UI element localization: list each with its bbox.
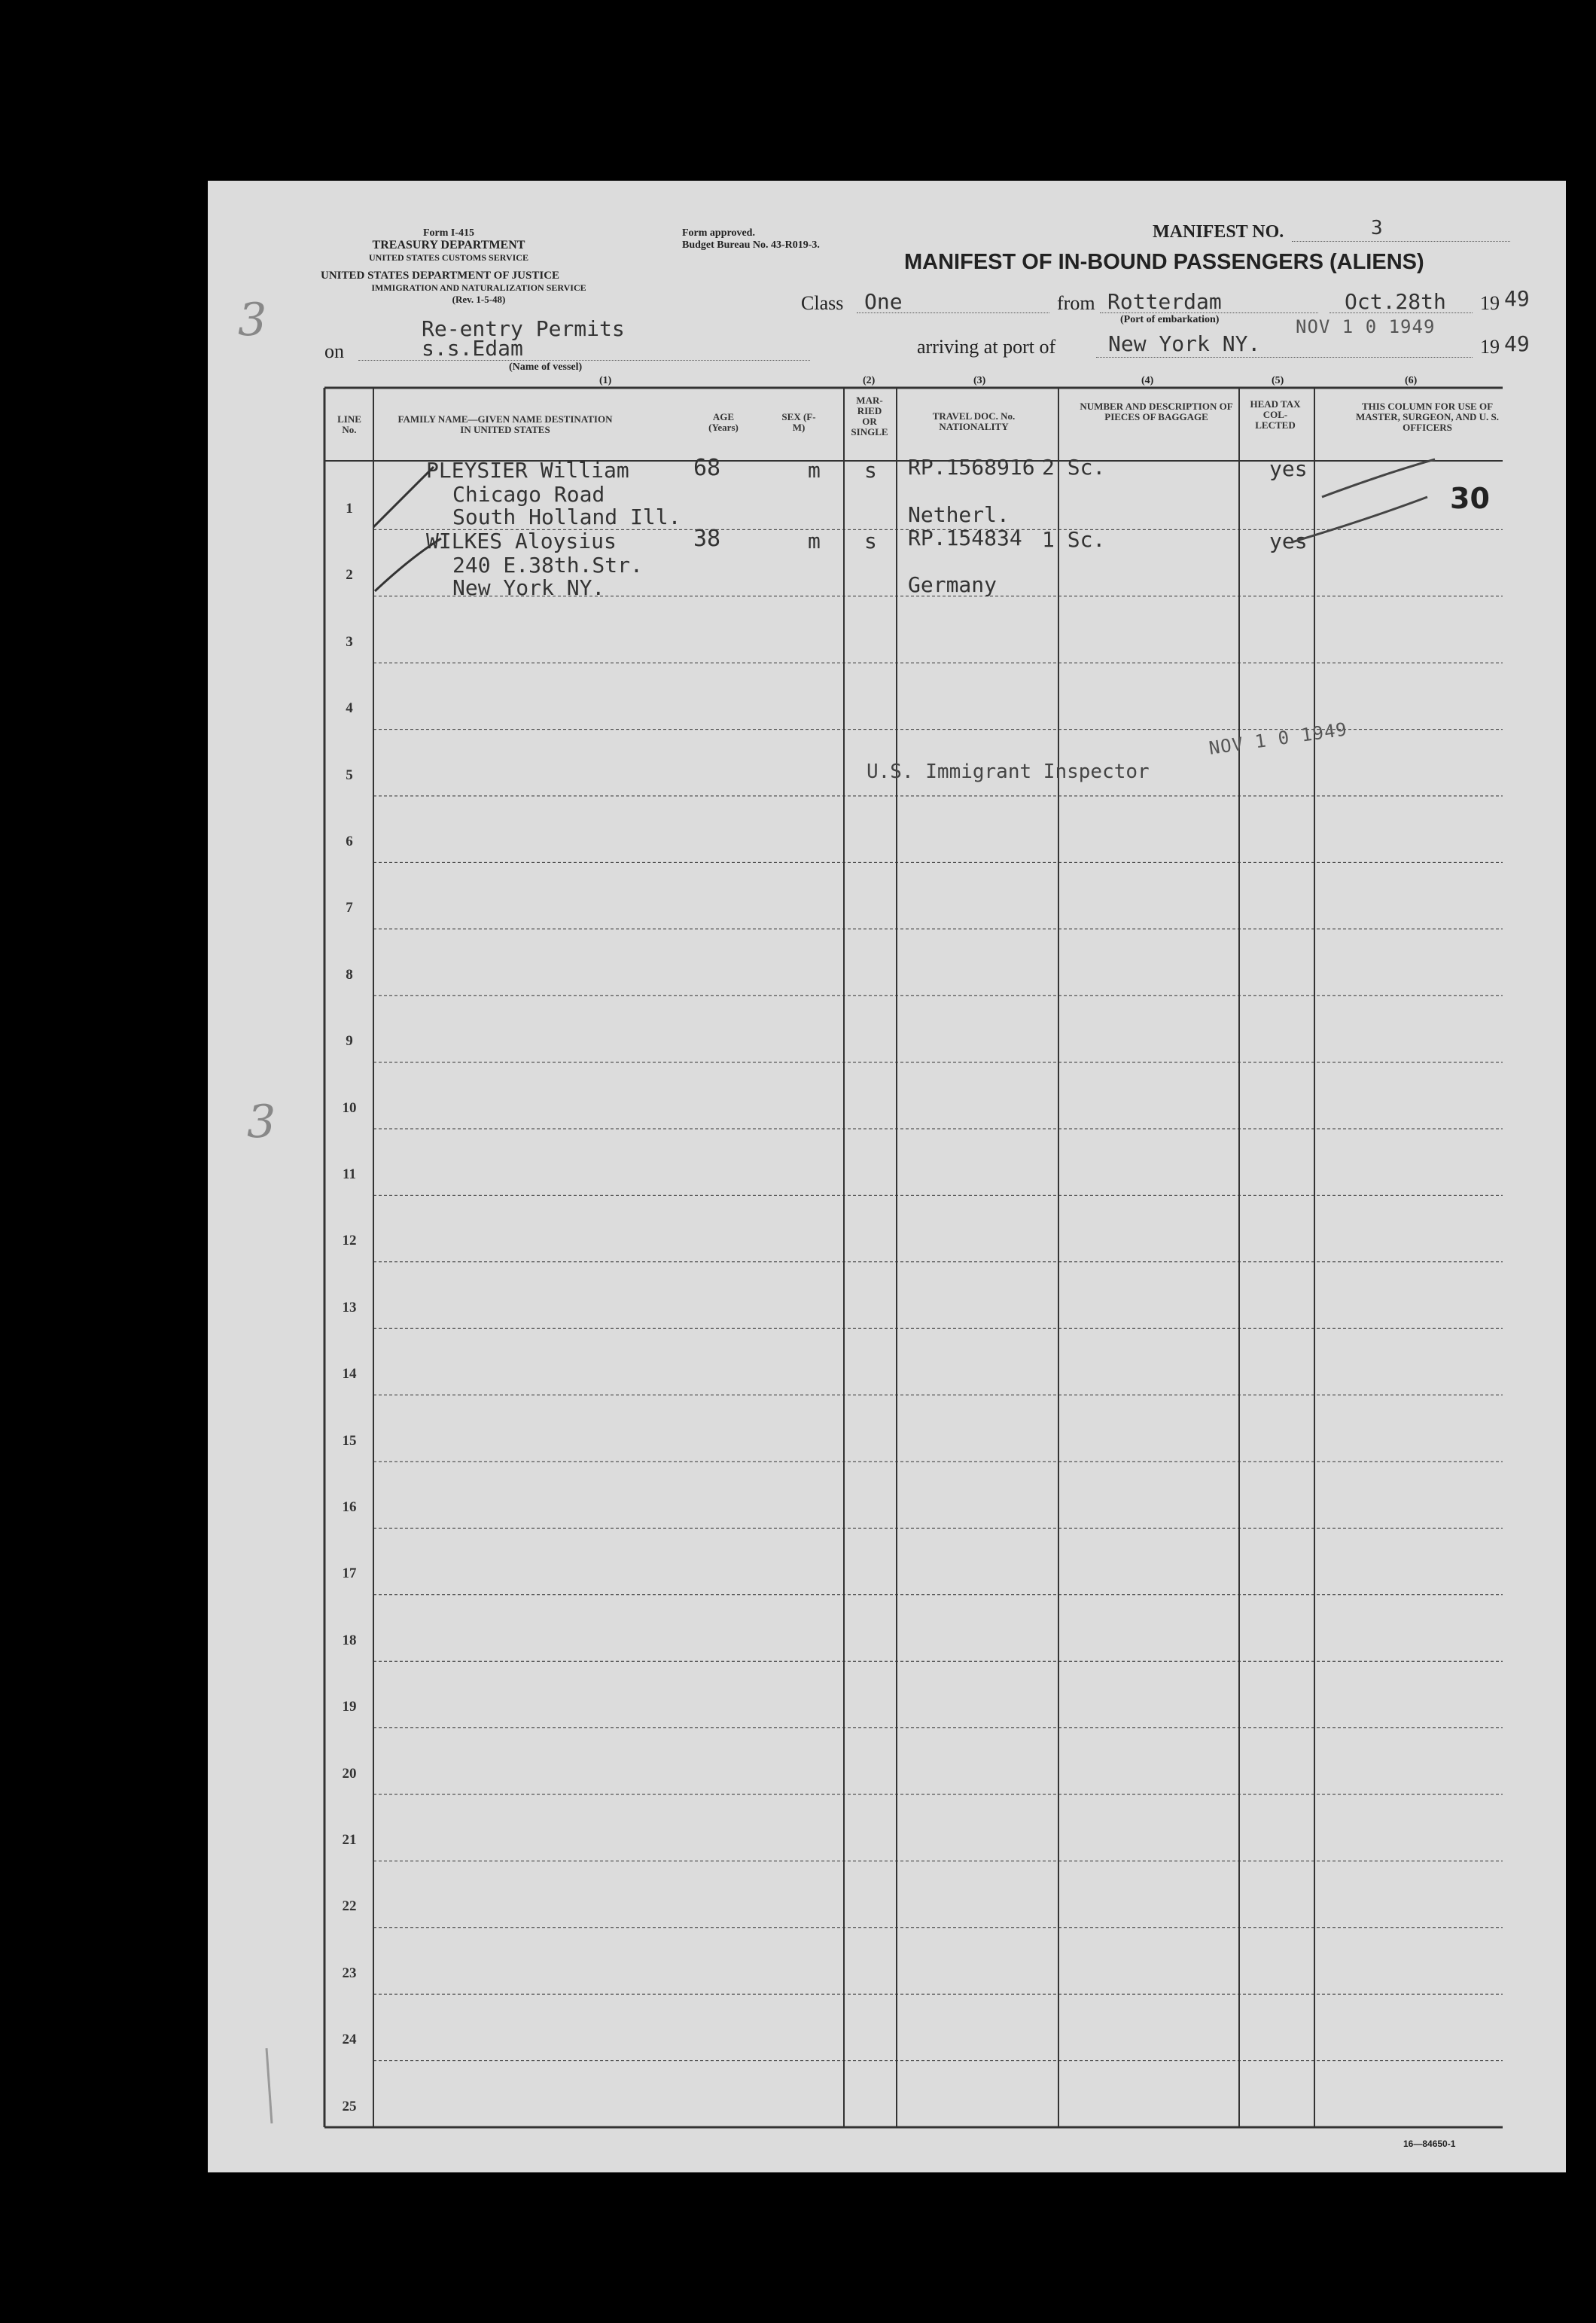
line-number: 15 [342, 1432, 357, 1449]
year-prefix: 19 [1480, 292, 1500, 314]
line-number: 14 [342, 1366, 357, 1383]
line-number: 4 [346, 700, 353, 717]
line-number: 24 [342, 2032, 357, 2048]
col-num-3: (3) [973, 375, 986, 386]
arriving-label: arriving at port of [917, 336, 1056, 358]
line-number: 3 [346, 633, 353, 650]
line-number: 13 [342, 1299, 357, 1315]
col-header-baggage: NUMBER AND DESCRIPTION OF PIECES OF BAGGAGE [1080, 401, 1233, 422]
inspector-signature-line: U.S. Immigrant Inspector [867, 761, 1150, 783]
line-number: 22 [342, 1898, 357, 1915]
date-stamp: NOV 1 0 1949 [1296, 316, 1436, 337]
year-value: 49 [1504, 286, 1530, 311]
class-label: Class [801, 292, 844, 314]
line-number: 11 [343, 1166, 356, 1182]
passenger-name: WILKES Aloysius [426, 529, 617, 553]
passenger-head-tax: yes [1269, 529, 1308, 553]
col-num-6: (6) [1405, 375, 1418, 386]
passenger-baggage: 1 Sc. [1042, 527, 1106, 552]
vessel-line2: s.s.Edam [422, 336, 523, 361]
form-revision: (Rev. 1-5-48) [452, 294, 506, 305]
line-number: 25 [342, 2098, 357, 2114]
passenger-head-tax: yes [1269, 456, 1308, 481]
port-embark-caption: (Port of embarkation) [1120, 314, 1220, 325]
passenger-name: PLEYSIER William [426, 458, 629, 483]
year2-value: 49 [1504, 331, 1530, 356]
passenger-address: 240 E.38th.Str. [452, 553, 643, 578]
manifest-title: MANIFEST OF IN-BOUND PASSENGERS (ALIENS) [904, 250, 1424, 274]
col-num-1: (1) [599, 375, 612, 386]
line-number: 12 [342, 1233, 357, 1249]
col-header-headtax: HEAD TAX COL-LECTED [1250, 398, 1301, 431]
manifest-no-label: MANIFEST NO. [1153, 222, 1284, 242]
arriving-value: New York NY. [1108, 331, 1261, 356]
passenger-nationality: Germany [908, 572, 998, 597]
year2-prefix: 19 [1480, 336, 1500, 358]
col-header-sex: SEX (F-M) [781, 411, 816, 433]
manifest-no-value: 3 [1371, 217, 1383, 239]
col-header-age: AGE (Years) [708, 411, 739, 433]
vessel-caption: (Name of vessel) [509, 361, 583, 373]
line-number: 18 [342, 1632, 357, 1648]
vessel-line1: Re-entry Permits [422, 316, 625, 341]
treasury-dept: TREASURY DEPARTMENT [372, 239, 525, 252]
passenger-marital: s [864, 458, 877, 483]
margin-mark: 3 [247, 1096, 276, 1148]
line-number: 21 [342, 1832, 357, 1848]
ins-service: IMMIGRATION AND NATURALIZATION SERVICE [371, 282, 586, 293]
col-num-5: (5) [1272, 375, 1284, 386]
passenger-sex: m [808, 529, 821, 553]
line-number: 19 [342, 1699, 357, 1715]
from-value: Rotterdam [1107, 289, 1222, 314]
line-number: 10 [342, 1099, 357, 1116]
passenger-marital: s [864, 529, 877, 553]
passenger-doc: RP.1568916 [908, 455, 1035, 480]
line-number: 7 [346, 900, 353, 916]
passenger-address: South Holland Ill. [452, 505, 681, 529]
col-header-line: LINE No. [337, 413, 361, 435]
line-number: 1 [346, 501, 353, 517]
on-label: on [324, 340, 344, 362]
line-number: 20 [342, 1765, 357, 1782]
line-number: 8 [346, 966, 353, 983]
line-number: 5 [346, 767, 353, 783]
passenger-baggage: 2 Sc. [1042, 455, 1106, 480]
form-approved: Form approved. Budget Bureau No. 43-R019-3. [682, 227, 820, 251]
col-header-officers: THIS COLUMN FOR USE OF MASTER, SURGEON, AND U. S. OFFICERS [1356, 401, 1499, 433]
line-number: 17 [342, 1565, 357, 1582]
col-header-travel: TRAVEL DOC. No. NATIONALITY [932, 410, 1016, 432]
justice-dept: UNITED STATES DEPARTMENT OF JUSTICE [321, 270, 560, 282]
passenger-doc: RP.154834 [908, 526, 1022, 550]
passenger-address: Chicago Road [452, 482, 605, 507]
line-number: 6 [346, 834, 353, 849]
passenger-age: 38 [693, 526, 721, 552]
inspector-stamp: NOV 1 0 1949 [1208, 718, 1349, 759]
col-header-married: MAR-RIED OR SINGLE [851, 395, 888, 437]
passenger-sex: m [808, 458, 821, 483]
manifest-grid [208, 181, 1566, 2172]
line-number: 16 [342, 1499, 357, 1515]
col-header-name: FAMILY NAME—GIVEN NAME DESTINATION IN UNITED STATES [397, 413, 613, 435]
line-number: 9 [346, 1033, 353, 1050]
margin-mark: 3 [238, 294, 267, 346]
line-number: 2 [346, 567, 353, 584]
passenger-address: New York NY. [452, 575, 605, 600]
col-num-2: (2) [863, 375, 876, 386]
class-value: One [864, 289, 903, 314]
customs-service: UNITED STATES CUSTOMS SERVICE [369, 252, 528, 263]
form-footer-code: 16—84650-1 [1403, 2139, 1456, 2149]
date-value: Oct.28th [1345, 289, 1446, 314]
col-num-4: (4) [1141, 375, 1154, 386]
passenger-nationality: Netherl. [908, 502, 1010, 527]
from-label: from [1057, 292, 1095, 314]
passenger-age: 68 [693, 455, 721, 481]
officer-note: 30 [1450, 482, 1490, 515]
line-number: 23 [342, 1965, 357, 1981]
manifest-sheet [208, 181, 1566, 2172]
form-number: Form I-415 [422, 227, 475, 239]
